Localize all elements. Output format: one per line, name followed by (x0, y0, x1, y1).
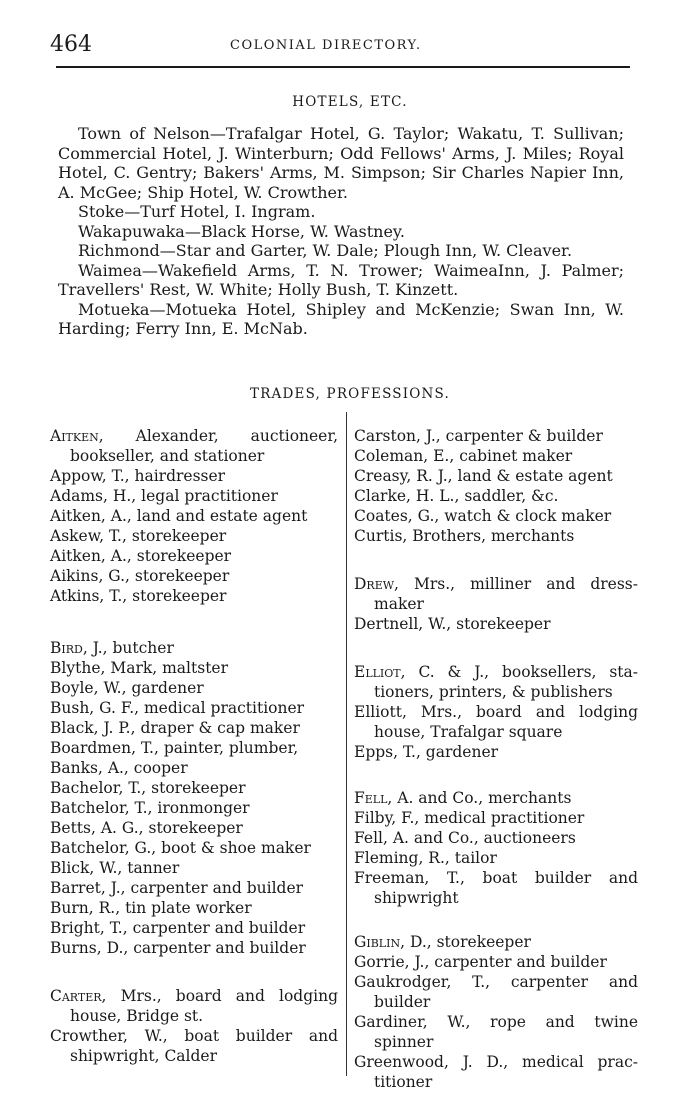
letter-gap (354, 546, 638, 574)
entry-continuation: house, Bridge st. (70, 1007, 204, 1025)
entry-lead: Giblin, (354, 933, 406, 951)
entry-continuation: tioners, printers, & publishers (374, 683, 613, 701)
directory-entry: Gorrie, J., carpenter and builder (354, 953, 607, 971)
directory-entry: Batchelor, T., ironmonger (50, 799, 250, 817)
directory-entry: Burn, R., tin plate worker (50, 899, 252, 917)
directory-entry: Curtis, Brothers, merchants (354, 527, 575, 545)
hotels-paragraph: Town of Nelson—Trafalgar Hotel, G. Taylor; Wakatu, T. Sullivan; Commercial Hotel, J. Winterburn; Odd Fellows' Arms, J. Miles; Royal Hotel, C. Gentry; Bakers' Arms, M. Simpson; Sir Charles Napier Inn, A. McGee; Ship Hotel, W. Crowther. (58, 124, 624, 202)
header-rule (56, 66, 630, 68)
directory-entry: Blythe, Mark, maltster (50, 659, 229, 677)
directory-entry (354, 1012, 638, 1052)
directory-entry: Aikins, G., storekeeper (50, 567, 230, 585)
directory-entry: Carston, J., carpenter & builder (354, 427, 603, 445)
directory-entry (354, 788, 638, 808)
entry-text: Crowther, W., boat builder and (50, 1027, 338, 1045)
directory-entry: Aitken, A., land and estate agent (50, 507, 308, 525)
trades-heading: TRADES, PROFESSIONS. (249, 386, 450, 402)
trades-columns (50, 426, 640, 1091)
directory-entry: Burns, D., carpenter and builder (50, 939, 306, 957)
directory-entry: Appow, T., hairdresser (50, 467, 226, 485)
entry-text: Freeman, T., boat builder and (354, 869, 638, 887)
directory-entry: Batchelor, G., boot & shoe maker (50, 839, 311, 857)
directory-entry: Epps, T., gardener (354, 743, 499, 761)
entry-text: Elliott, Mrs., board and lodging (354, 703, 638, 721)
directory-entry: Coleman, E., cabinet maker (354, 447, 573, 465)
hotels-paragraph: Motueka—Motueka Hotel, Shipley and McKenzie; Swan Inn, W. Harding; Ferry Inn, E. McNab. (58, 299, 624, 338)
directory-entry (354, 574, 638, 614)
directory-entry: Filby, F., medical practitioner (354, 809, 585, 827)
entry-lead: Bird, (50, 639, 88, 657)
entry-lead: Elliot, (354, 663, 406, 681)
directory-entry: Aitken, A., storekeeper (50, 547, 232, 565)
directory-entry (354, 972, 638, 1012)
entry-continuation: house, Trafalgar square (374, 723, 563, 741)
directory-entry: Clarke, H. L., saddler, &c. (354, 487, 559, 505)
entry-text: J., butcher (87, 639, 174, 657)
directory-entry: Boardmen, T., painter, plumber, (50, 739, 299, 757)
hotels-paragraph: Richmond—Star and Garter, W. Dale; Plough Inn, W. Cleaver. (78, 241, 573, 260)
entry-text: Alexander, auctioneer, (103, 427, 338, 445)
directory-entry: Atkins, T., storekeeper (50, 587, 227, 605)
entry-text: Gaukrodger, T., carpenter and (354, 973, 638, 991)
directory-entry: Fleming, R., tailor (354, 849, 497, 867)
directory-entry: Bachelor, T., storekeeper (50, 779, 246, 797)
directory-entry (50, 638, 338, 658)
entry-text: D., storekeeper (405, 933, 531, 951)
entry-lead: Fell, (354, 789, 393, 807)
directory-entry: Banks, A., cooper (50, 759, 188, 777)
entry-text: Greenwood, J. D., medical prac- (354, 1053, 638, 1071)
entry-text: Gardiner, W., rope and twine (354, 1013, 638, 1031)
directory-entry: Dertnell, W., storekeeper (354, 615, 551, 633)
directory-entry: Coates, G., watch & clock maker (354, 507, 612, 525)
directory-entry (354, 868, 638, 908)
entry-continuation: builder (374, 993, 431, 1011)
letter-gap (354, 908, 638, 932)
directory-entry: Blick, W., tanner (50, 859, 180, 877)
directory-entry: Betts, A. G., storekeeper (50, 819, 243, 837)
letter-gap (354, 634, 638, 662)
column-divider (346, 412, 347, 1076)
directory-entry: Fell, A. and Co., auctioneers (354, 829, 576, 847)
entry-lead: Aitken, (50, 427, 104, 445)
entry-continuation: shipwright, Calder (70, 1047, 218, 1065)
page-number: 464 (50, 32, 92, 57)
directory-entry (50, 986, 338, 1026)
directory-entry: Creasy, R. J., land & estate agent (354, 467, 613, 485)
entry-text: Mrs., board and lodging (106, 987, 338, 1005)
letter-gap (50, 958, 338, 986)
directory-entry: Bright, T., carpenter and builder (50, 919, 306, 937)
entry-continuation: shipwright (374, 889, 459, 907)
entry-text: Mrs., milliner and dress- (398, 575, 638, 593)
directory-entry: Black, J. P., draper & cap maker (50, 719, 300, 737)
entry-lead: Carter, (50, 987, 107, 1005)
directory-entry: Askew, T., storekeeper (50, 527, 227, 545)
right-column (354, 426, 638, 1092)
directory-entry: Adams, H., legal practitioner (50, 487, 278, 505)
directory-entry (354, 932, 638, 952)
entry-continuation: titioner (374, 1073, 433, 1091)
hotels-section (58, 124, 624, 339)
directory-entry (354, 702, 638, 742)
entry-continuation: maker (374, 595, 424, 613)
directory-entry (50, 426, 338, 466)
entry-text: A. and Co., merchants (392, 789, 572, 807)
running-title: COLONIAL DIRECTORY. (230, 38, 422, 53)
hotels-paragraph: Waimea—Wakefield Arms, T. N. Trower; WaimeaInn, J. Palmer; Travellers' Rest, W. White; Holly Bush, T. Kinzett. (58, 260, 624, 299)
directory-entry (50, 1026, 338, 1066)
entry-lead: Drew, (354, 575, 399, 593)
entry-text: C. & J., booksellers, sta- (405, 663, 638, 681)
page-header (50, 32, 630, 62)
directory-entry (354, 662, 638, 702)
directory-entry (354, 1052, 638, 1092)
entry-continuation: bookseller, and stationer (70, 447, 265, 465)
hotels-heading: HOTELS, ETC. (292, 94, 408, 110)
directory-entry: Bush, G. F., medical practitioner (50, 699, 305, 717)
hotels-paragraph: Wakapuwaka—Black Horse, W. Wastney. (78, 221, 405, 241)
directory-entry: Boyle, W., gardener (50, 679, 204, 697)
left-column (50, 426, 338, 1066)
directory-entry: Barret, J., carpenter and builder (50, 879, 304, 897)
entry-continuation: spinner (374, 1033, 434, 1051)
letter-gap (354, 762, 638, 788)
hotels-paragraph: Stoke—Turf Hotel, I. Ingram. (78, 202, 316, 221)
letter-gap (50, 606, 338, 638)
